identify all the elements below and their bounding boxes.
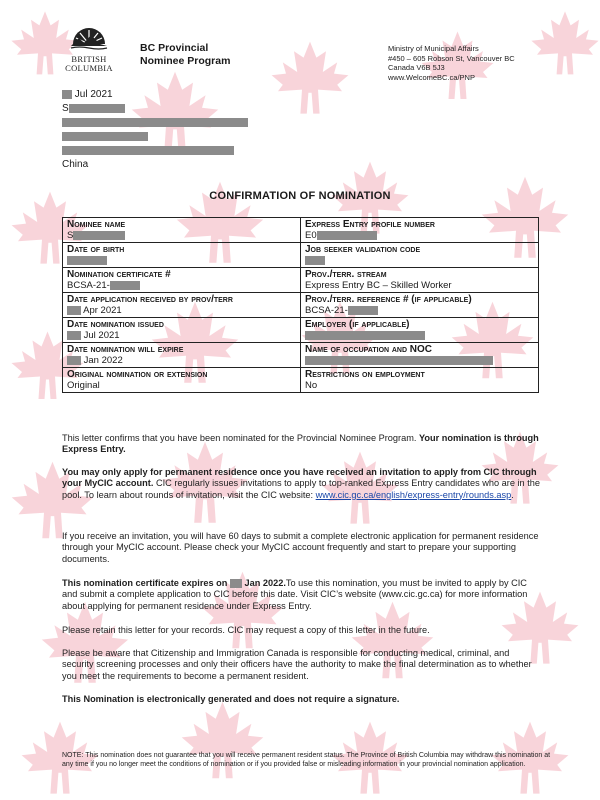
- document-title: CONFIRMATION OF NOMINATION: [209, 190, 391, 202]
- bc-sun-mountain-icon: [69, 24, 109, 50]
- orig-ext-value: Original: [67, 380, 100, 391]
- cert-value: [67, 280, 296, 291]
- p2-bold: You may only apply for permanent residence once you have received an invitation to apply from CIC through your MyCIC account.: [62, 467, 537, 489]
- table-cell: [301, 293, 539, 318]
- table-cell: [63, 343, 301, 368]
- paragraph-5: [62, 625, 540, 636]
- table-row: [63, 343, 539, 368]
- nominee-name-value: [67, 230, 296, 241]
- orig-ext-label: Original nomination or extension: [67, 369, 208, 380]
- recipient-initial: S: [62, 103, 69, 114]
- ministry-website: www.WelcomeBC.ca/PNP: [388, 72, 475, 82]
- jsvc-label: Job seeker validation code: [305, 244, 421, 255]
- date-issued-value: [67, 330, 296, 341]
- redaction: [110, 281, 140, 290]
- redaction: [62, 118, 248, 127]
- dob-value: [67, 255, 296, 266]
- stream-value: Express Entry BC – Skilled Worker: [305, 280, 452, 291]
- paragraph-6: [62, 648, 540, 682]
- table-cell: [301, 268, 539, 293]
- date-received-value: [67, 305, 296, 316]
- maple-leaf-watermark-icon: [180, 700, 265, 785]
- date-received-text: Apr 2021: [83, 305, 122, 316]
- table-row: [63, 368, 539, 393]
- paragraph-3: [62, 531, 540, 565]
- redaction: [67, 356, 81, 365]
- redaction: [305, 356, 493, 365]
- redaction: [317, 231, 377, 240]
- logo-line2: COLUMBIA: [65, 63, 113, 73]
- p4-bold-a: This nomination certificate expires on: [62, 578, 230, 588]
- paragraph-4: [62, 578, 540, 612]
- date-received-label: Date application received by prov/terr: [67, 294, 233, 305]
- employer-label: Employer (if applicable): [305, 319, 410, 330]
- table-cell: [301, 318, 539, 343]
- p1-bold: Your nomination is through Express Entry.: [62, 433, 539, 455]
- prov-ref-label: Prov./terr. reference # (if applicable): [305, 294, 472, 305]
- ministry-address1: #450 – 605 Robson St, Vancouver BC: [388, 53, 515, 63]
- employer-value: [305, 330, 534, 341]
- recipient-country: China: [62, 159, 89, 170]
- ee-profile-text: E0: [305, 230, 317, 241]
- table-cell: [301, 368, 539, 393]
- nominee-name-text: S: [67, 230, 74, 241]
- recipient-name: [62, 102, 248, 116]
- p4-bold-b: Jan 2022.: [241, 578, 286, 588]
- expire-label: Date nomination will expire: [67, 344, 184, 355]
- p4-text: To use this nomination, you must be invited to apply by CIC and submit a complete application to CIC before this date. Visit CIC’s website (www.cic.gc.ca) for more information about applying for permanent residence under Express Entry.: [62, 578, 528, 611]
- ministry-address2: Canada V6B 5J3: [388, 63, 445, 72]
- ee-profile-value: [305, 230, 534, 241]
- table-cell: [63, 293, 301, 318]
- redaction: [67, 331, 81, 340]
- table-row: [63, 293, 539, 318]
- table-cell: [301, 218, 539, 243]
- prov-ref-text: BCSA-21-: [305, 305, 348, 316]
- bc-logo: [58, 24, 120, 73]
- p2-text: CIC regularly issues invitations to apply to top-ranked Express Entry candidates who are in the pool. To learn about rounds of invitation, visit the CIC website:: [62, 478, 540, 500]
- redaction: [230, 579, 242, 588]
- stream-label: Prov./terr. stream: [305, 269, 387, 280]
- redaction: [62, 146, 234, 155]
- table-cell: [63, 268, 301, 293]
- p5-text: Please retain this letter for your records. CIC may request a copy of this letter in the future.: [62, 625, 430, 635]
- p3-text: If you receive an invitation, you will have 60 days to submit a complete electronic application for permanent residence through your MyCIC account. Please check your MyCIC account frequently and start to prepare your supporting documents.: [62, 531, 539, 564]
- program-title: [140, 42, 230, 68]
- ministry-name: Ministry of Municipal Affairs: [388, 44, 479, 53]
- address-line: [62, 144, 248, 158]
- p2-tail: .: [511, 489, 514, 500]
- address-line: [62, 116, 248, 130]
- redaction: [69, 104, 125, 113]
- table-cell: [63, 318, 301, 343]
- table-cell: [301, 343, 539, 368]
- logo-line1: BRITISH: [71, 54, 107, 64]
- program-line2: Nominee Program: [140, 55, 231, 67]
- program-line1: BC Provincial: [140, 42, 209, 54]
- occupation-value: [305, 355, 534, 366]
- jsvc-value: [305, 255, 534, 266]
- redaction: [67, 256, 107, 265]
- expire-text: Jan 2022: [83, 355, 123, 366]
- table-cell: [63, 218, 301, 243]
- recipient-address: [62, 88, 248, 172]
- nomination-table: [62, 217, 539, 393]
- date-issued-label: Date nomination issued: [67, 319, 164, 330]
- dob-label: Date of birth: [67, 244, 125, 255]
- address-line: [62, 130, 248, 144]
- paragraph-1: [62, 433, 540, 456]
- p6-text: Please be aware that Citizenship and Immigration Canada is responsible for conducting medical, criminal, and security screening processes and only their officers have the authority to make the final determination as to whether you meet the requirements to become a permanent resident.: [62, 648, 532, 681]
- paragraph-2: [62, 467, 540, 501]
- prov-ref-value: [305, 305, 534, 316]
- redaction: [348, 306, 378, 315]
- table-row: [63, 268, 539, 293]
- letter-date-text: Jul 2021: [74, 89, 113, 100]
- redaction: [73, 231, 125, 240]
- ministry-block: [388, 44, 515, 82]
- footer-note: NOTE: This nomination does not guarantee that you will receive permanent resident status. The Province of British Columbia may withdraw this nomination at any time if you no longer meet the conditions of nomination or if you provided false or misleading information in your provincial nomination application.: [62, 752, 551, 768]
- table-cell: [63, 368, 301, 393]
- redaction: [62, 132, 148, 141]
- expire-value: [67, 355, 296, 366]
- date-issued-text: Jul 2021: [83, 330, 120, 341]
- nominee-name-label: Nominee name: [67, 219, 126, 230]
- table-cell: [301, 243, 539, 268]
- p1-text: This letter confirms that you have been nominated for the Provincial Nominee Program.: [62, 433, 419, 443]
- cert-text: BCSA-21-: [67, 280, 110, 291]
- occupation-label: Name of occupation and NOC: [305, 344, 433, 355]
- paragraph-7: [62, 694, 540, 705]
- ee-profile-label: Express Entry profile number: [305, 219, 435, 230]
- restrictions-value: No: [305, 380, 318, 391]
- letter-date: [62, 88, 248, 102]
- maple-leaf-watermark-icon: [530, 10, 600, 80]
- maple-leaf-watermark-icon: [270, 40, 350, 120]
- restrictions-label: Restrictions on employment: [305, 369, 425, 380]
- redaction: [305, 331, 425, 340]
- cert-label: Nomination certificate #: [67, 269, 171, 280]
- table-cell: [63, 243, 301, 268]
- redaction: [305, 256, 325, 265]
- p7-bold: This Nomination is electronically generated and does not require a signature.: [62, 694, 400, 704]
- redaction: [62, 90, 72, 99]
- rounds-link[interactable]: www.cic.gc.ca/english/express-entry/rounds.asp: [315, 489, 512, 500]
- table-row: [63, 243, 539, 268]
- table-row: [63, 218, 539, 243]
- table-row: [63, 318, 539, 343]
- redaction: [67, 306, 81, 315]
